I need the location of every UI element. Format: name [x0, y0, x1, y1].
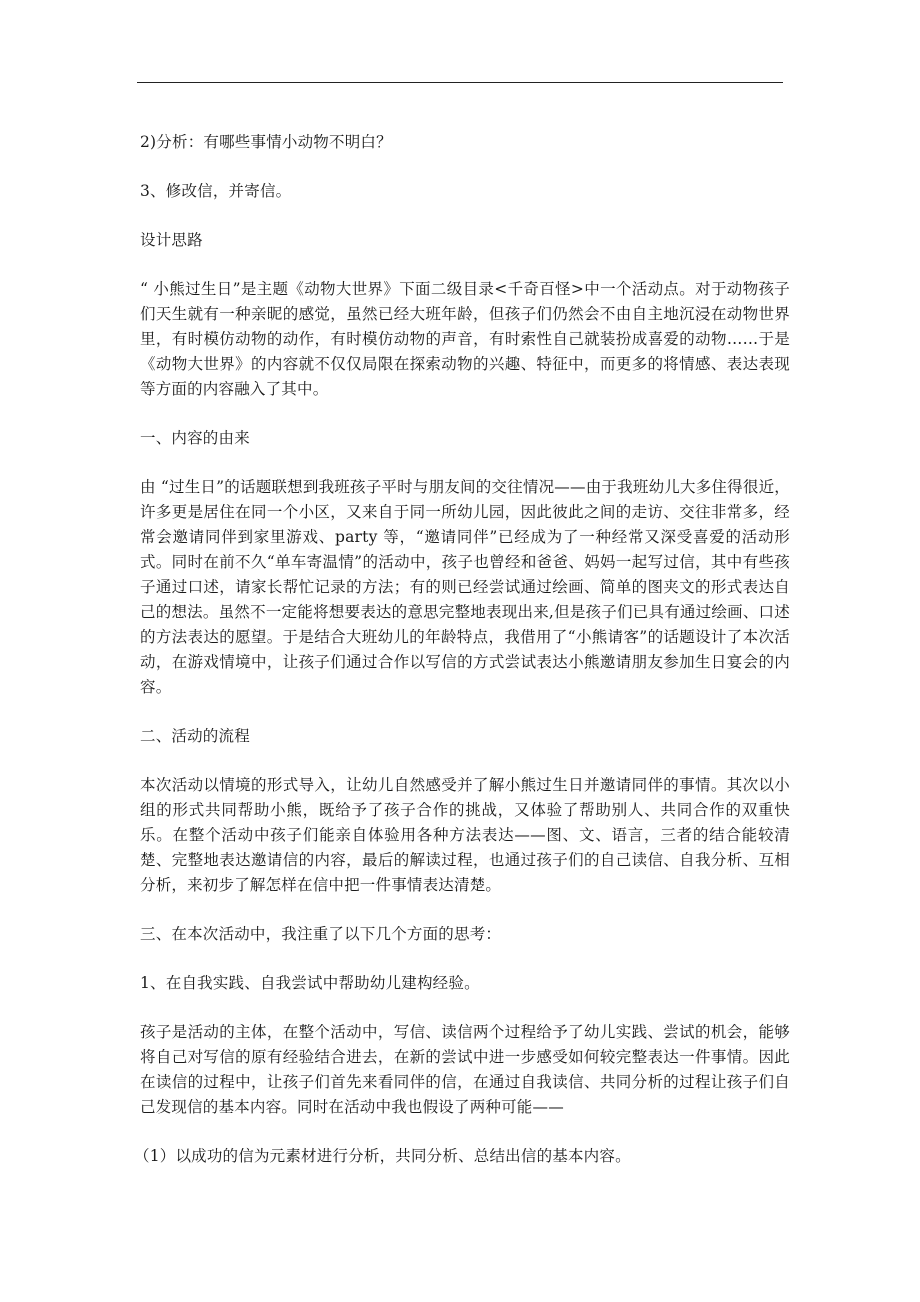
paragraph-design-idea: “ 小熊过生日”是主题《动物大世界》下面二级目录<千奇百怪>中一个活动点。对于动物孩子们天生就有一种亲昵的感觉，虽然已经大班年龄，但孩子们仍然会不由自主地沉浸在动物世界里，有时模仿动物的动作，有时模仿动物的声音，有时索性自己就装扮成喜爱的动物……于是《动物大世界》的内容就不仅仅局限在探索动物的兴趣、特征中，而更多的将情感、表达表现等方面的内容融入了其中。 [140, 280, 790, 398]
paragraph-content-origin: 由 “过生日”的话题联想到我班孩子平时与朋友间的交往情况——由于我班幼儿大多住得很近，许多更是居住在同一个小区，又来自于同一所幼儿园，因此彼此之间的走访、交往非常多，经常会邀请同伴到家里游戏、party 等，“邀请同伴”已经成为了一种经常又深受喜爱的活动形式。同时在前不久“单车寄温情”的活动中，孩子也曾经和爸爸、妈妈一起写过信，其中有些孩子通过口述，请家长帮忙记录的方法；有的则已经尝试通过绘画、简单的图夹文的形式表达自己的想法。虽然不一定能将想要表达的意思完整地表现出来,但是孩子们已具有通过绘画、口述的方法表达的愿望。于是结合大班幼儿的年龄特点，我借用了“小熊请客”的话题设计了本次活动，在游戏情境中，让孩子们通过合作以写信的方式尝试表达小熊邀请朋友参加生日宴会的内容。 [140, 478, 790, 696]
paragraph-self-practice: 孩子是活动的主体，在整个活动中，写信、读信两个过程给予了幼儿实践、尝试的机会，能够将自己对写信的原有经验结合进去，在新的尝试中进一步感受如何较完整表达一件事情。因此在读信的过程中，让孩子们首先来看同伴的信，在通过自我读信、共同分析的过程让孩子们自己发现信的基本内容。同时在活动中我也假设了两种可能—— [140, 1023, 790, 1116]
paragraph-revise-and-send: 3、修改信，并寄信。 [140, 182, 292, 200]
paragraph-activity-flow: 本次活动以情境的形式导入，让幼儿自然感受并了解小熊过生日并邀请同伴的事情。其次以小组的形式共同帮助小熊，既给予了孩子合作的挑战，又体验了帮助别人、共同合作的双重快乐。在整个活动中孩子们能亲自体验用各种方法表达——图、文、语言，三者的结合能较清楚、完整地表达邀请信的内容，最后的解读过程，也通过孩子们的自己读信、自我分析、互相分析，来初步了解怎样在信中把一件事情表达清楚。 [140, 776, 790, 894]
list-item-successful-letter: （1）以成功的信为元素材进行分析，共同分析、总结出信的基本内容。 [134, 1147, 631, 1165]
heading-activity-flow: 二、活动的流程 [140, 727, 250, 745]
document-body [134, 130, 790, 1193]
subheading-self-practice: 1、在自我实践、自我尝试中帮助幼儿建构经验。 [140, 974, 480, 992]
heading-design-idea: 设计思路 [140, 231, 203, 249]
heading-content-origin: 一、内容的由来 [140, 429, 250, 447]
heading-reflection: 三、在本次活动中，我注重了以下几个方面的思考： [140, 925, 502, 943]
header-rule [137, 82, 783, 83]
paragraph-analysis-question: 2)分析：有哪些事情小动物不明白？ [140, 133, 392, 151]
